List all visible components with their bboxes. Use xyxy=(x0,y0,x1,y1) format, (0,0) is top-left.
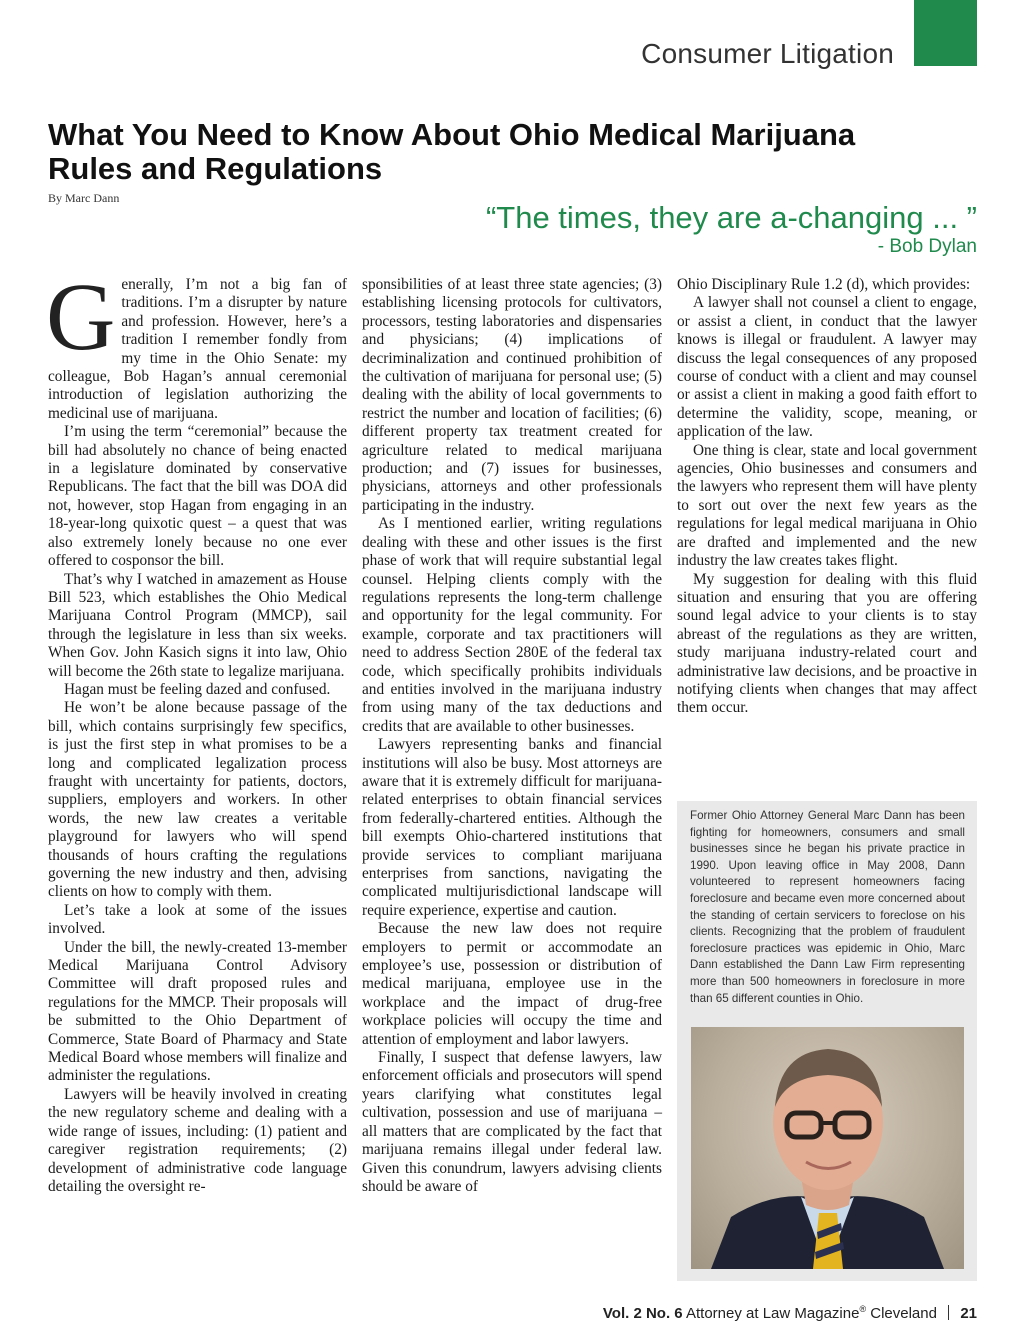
section-color-tab xyxy=(914,0,977,66)
paragraph: He won’t be alone because passage of the bill, which contains surprisingly few specifics, is just the first step in what promises to be a long and complicated legalization process fraught with uncertainty for patients, doctors, suppliers, employers and workers. In other words, the new law creates a veritable playground for lawyers who will spend thousands of hours crafting the regulations governing the new industry and then, advising clients on how to comply with them. xyxy=(48,699,347,901)
article-column-2 xyxy=(362,276,662,1196)
paragraph: Lawyers representing banks and financial institutions will also be busy. Most attorneys are aware that it is extremely difficult for marijuana-related enterprises to obtain financial services from federally-chartered entities. Although the bill exempts Ohio-chartered institutions that provide services to compliant marijuana enterprises from sanctions, navigating the complicated multijurisdictional landscape will require experience, expertise and caution. xyxy=(362,736,662,919)
paragraph xyxy=(46,263,347,423)
section-label: Consumer Litigation xyxy=(641,38,894,69)
paragraph: I’m using the term “ceremonial” because the bill had absolutely no chance of being enacted in a legislature dominated by conservative Republicans. The fact that the bill was DOA did not, however, stop Hagan from engaging in an 18-year-long quixotic quest – a quest that was also extremely lonely because no one ever offered to cosponsor the bill. xyxy=(48,423,347,570)
paragraph: Because the new law does not require employers to permit or accommodate an employee’s use, possession or distribution of medical marijuana, employee use in the workplace and the impact of drug-free workplace policies will occupy the time and attention of employment and labor lawyers. xyxy=(362,920,662,1048)
drop-cap: G xyxy=(46,263,116,370)
paragraph: Finally, I suspect that defense lawyers, law enforcement officials and prosecutors will spend years clarifying what constitutes legal cultivation, possession and use of marijuana – all matters that are complicated by the fact that marijuana remains illegal under federal law. Given this conundrum, lawyers advising clients should be aware of xyxy=(362,1049,662,1195)
footer-divider xyxy=(948,1305,949,1320)
article-column-1 xyxy=(46,263,347,1196)
paragraph: That’s why I watched in amazement as House Bill 523, which establishes the Ohio Medical Marijuana Control Program (MMCP), sail through the legislature in less than six weeks. When Gov. John Kasich signs it into law, Ohio will become the 26th state to legalize marijuana. xyxy=(48,570,347,680)
paragraph: As I mentioned earlier, writing regulations dealing with these and other issues is the first phase of work that will require substantial legal counsel. Helping clients comply with the regulations represents the long-term challenge and opportunity for the legal community. For example, corporate and tax practitioners will need to address Section 280E of the federal tax code, which specifically prohibits individuals and entities involved in the marijuana industry from using many of the tax deductions and credits that are available to other businesses. xyxy=(362,515,662,735)
paragraph: sponsibilities of at least three state agencies; (3) establishing licensing protocols for cultivators, processors, testing laboratories and dispensaries and physicians; (4) implications of decriminalization and continued prohibition of the cultivation of marijuana for personal use; (5) dealing with the ability of local governments to restrict the number and location of facilities; (6) different property tax treatment created for agriculture related to medical marijuana production; and (7) issues for businesses, physicians, attorneys and other professionals participating in the industry. xyxy=(362,276,662,514)
pull-quote: “The times, they are a-changing ... ” xyxy=(485,200,977,235)
paragraph-text: enerally, I’m not a big fan of traditions. I’m a disrupter by nature and profession. However, here’s a tradition I remember fondly from my time in the Ohio Senate: my colleague, Bob Hagan’s annual ceremonial introduction of legislation authorizing the medicinal use of marijuana. xyxy=(48,276,347,422)
pull-quote-attribution: - Bob Dylan xyxy=(877,236,977,257)
page-footer xyxy=(603,1304,977,1322)
registered-mark: ® xyxy=(859,1304,867,1314)
author-bio: Former Ohio Attorney General Marc Dann has been fighting for homeowners, consumers and small businesses since he began his private practice in 1990. Upon leaving office in May 2008, Dann volunteered to represent homeowners facing foreclosure and became even more concerned about the standing of certain servicers to foreclose on his clients. Recognizing that the problem of fraudulent foreclosure practices was epidemic in Ohio, Marc Dann established the Dann Law Firm representing more than 500 homeowners in foreclosure in more than 65 different counties in Ohio. xyxy=(690,809,965,1005)
magazine-city: Cleveland xyxy=(870,1305,937,1322)
paragraph: Hagan must be feeling dazed and confused. xyxy=(64,680,331,698)
article-column-3 xyxy=(677,276,977,718)
paragraph: Lawyers will be heavily involved in creating the new regulatory scheme and dealing with a wide range of issues, including: (1) patient and caregiver registration requirements; (2) development of administrative code language detailing the oversight re- xyxy=(48,1085,347,1195)
paragraph: Under the bill, the newly-created 13-member Medical Marijuana Control Advisory Committee will draft proposed rules and regulations for the MMCP. Their proposals will be submitted to the Ohio Department of Commerce, State Board of Pharmacy and State Medical Board whose members will finalize and administer the regulations. xyxy=(48,938,347,1085)
paragraph: Let’s take a look at some of the issues involved. xyxy=(48,901,347,938)
page-number: 21 xyxy=(960,1305,977,1322)
article-byline: By Marc Dann xyxy=(48,191,120,205)
rule-blockquote: A lawyer shall not counsel a client to engage, or assist a client, in conduct that the lawyer knows is illegal or fraudulent. A lawyer may discuss the legal consequences of any proposed course of conduct with a client and may counsel or assist a client in making a good faith effort to determine the validity, scope, meaning, or application of the law. xyxy=(677,294,977,441)
issue-number: Vol. 2 No. 6 xyxy=(602,1305,683,1322)
paragraph: Ohio Disciplinary Rule 1.2 (d), which provides: xyxy=(677,276,971,293)
magazine-name: Attorney at Law Magazine xyxy=(686,1305,860,1322)
paragraph: One thing is clear, state and local government agencies, Ohio businesses and consumers and the lawyers who represent them will have plenty to sort out over the next few years as the regulations for legal medical marijuana in Ohio are drafted and implemented and the new industry the law creates takes flight. xyxy=(677,441,977,570)
author-portrait-illustration xyxy=(691,1027,964,1269)
paragraph: My suggestion for dealing with this fluid situation and ensuring that you are offering sound legal advice to your clients is to stay abreast of the regulations as they are written, study marijuana industry-related court and administrative law decisions, and be proactive in notifying clients when changes that may affect them occur. xyxy=(677,570,977,717)
author-photo xyxy=(691,1027,964,1269)
article-title: What You Need to Know About Ohio Medical Marijuana Rules and Regulations xyxy=(48,117,856,186)
